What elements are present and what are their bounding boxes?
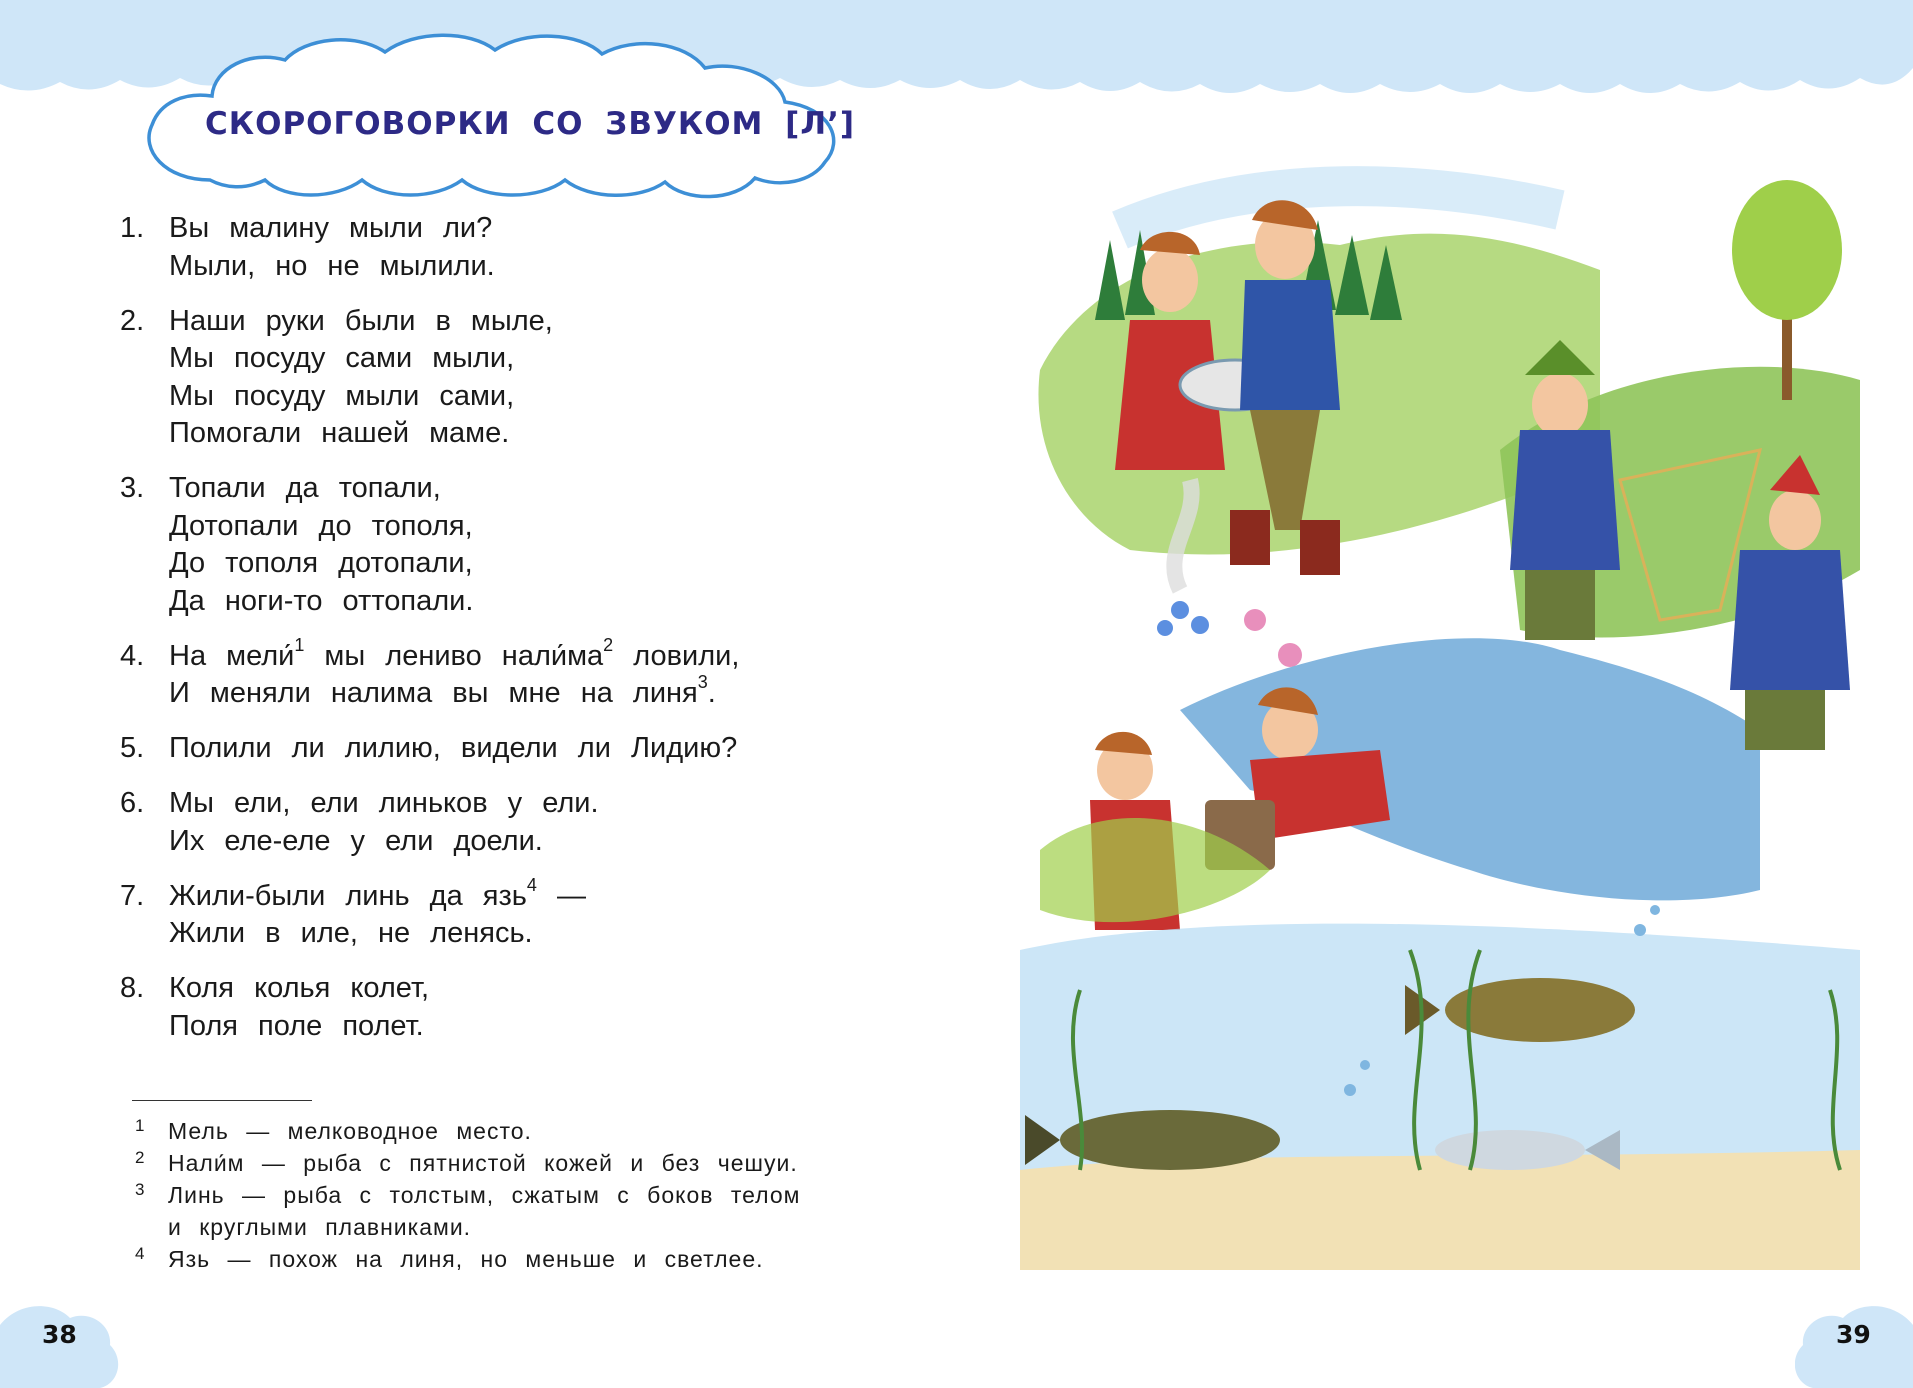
children-fishing-illustration bbox=[1000, 150, 1880, 1300]
footnote-mark: 2 bbox=[135, 1148, 146, 1167]
line: Коля колья колет, bbox=[169, 972, 430, 1004]
list-item bbox=[120, 210, 840, 285]
list-item bbox=[120, 303, 840, 453]
line: Мы посуду мыли сами, bbox=[169, 379, 515, 412]
item-number: 7. bbox=[120, 879, 145, 912]
line: Мыли, но не мылили. bbox=[169, 249, 495, 282]
footnote-divider bbox=[132, 1100, 312, 1101]
line: Вы малину мыли ли? bbox=[169, 212, 493, 244]
line: Помогали нашей маме. bbox=[169, 417, 510, 449]
footnote bbox=[135, 1243, 865, 1275]
footnote-text: Мель — мелководное место. bbox=[168, 1118, 532, 1144]
line: Полили ли лилию, видели ли Лидию? bbox=[169, 732, 738, 764]
footnote-ref[interactable]: 3 bbox=[697, 672, 708, 693]
line: Жили-были линь да язь$^4$ — bbox=[169, 874, 586, 912]
list-item bbox=[120, 470, 840, 620]
item-number: 3. bbox=[120, 472, 145, 504]
page-title: СКОРОГОВОРКИ СО ЗВУКОМ [Л’] bbox=[205, 106, 856, 142]
line: До тополя дотопали, bbox=[169, 547, 473, 579]
item-number: 2. bbox=[120, 304, 145, 337]
list-item bbox=[120, 970, 840, 1045]
line: И меняли налима вы мне на линя$^3$. bbox=[169, 672, 716, 709]
footnote-text: и круглыми плавниками. bbox=[168, 1214, 472, 1240]
line: Их еле-еле у ели доели. bbox=[169, 824, 543, 857]
list-item bbox=[120, 785, 840, 860]
footnote-text: Язь — похож на линя, но меньше и светлее. bbox=[168, 1246, 764, 1272]
page-number-left: 38 bbox=[42, 1320, 77, 1349]
line: Мы посуду сами мыли, bbox=[169, 342, 515, 374]
footnote-ref[interactable]: 4 bbox=[526, 874, 537, 895]
footnote bbox=[135, 1147, 865, 1179]
list-item bbox=[120, 634, 840, 713]
line: Поля поле полет. bbox=[169, 1009, 424, 1042]
footnote-mark: 3 bbox=[135, 1180, 146, 1199]
footnote-text: Линь — рыба с толстым, сжатым с боков телом bbox=[168, 1182, 801, 1208]
list-item bbox=[120, 874, 840, 953]
footnote bbox=[135, 1115, 865, 1147]
footnotes bbox=[135, 1115, 865, 1275]
line: Наши руки были в мыле, bbox=[169, 304, 553, 337]
footnote-mark: 4 bbox=[135, 1244, 146, 1263]
line: Дотопали до тополя, bbox=[169, 509, 473, 542]
item-number: 6. bbox=[120, 787, 145, 819]
footnote-ref[interactable]: 2 bbox=[603, 634, 614, 655]
tongue-twister-list bbox=[120, 210, 840, 1063]
line: На мели́$^1$ мы лениво $нали́ма^2$ ловили, bbox=[169, 634, 740, 672]
footnote bbox=[135, 1179, 865, 1243]
item-number: 1. bbox=[120, 212, 145, 244]
item-number: 4. bbox=[120, 639, 145, 672]
footnote-text: Нали́м — рыба с пятнистой кожей и без чешуи. bbox=[168, 1150, 798, 1176]
footnote-mark: 1 bbox=[135, 1116, 146, 1135]
line: Топали да топали, bbox=[169, 472, 441, 504]
item-number: 5. bbox=[120, 732, 145, 764]
list-item bbox=[120, 730, 840, 768]
line: Мы ели, ели линьков у ели. bbox=[169, 787, 599, 819]
line: Да ноги-то оттопали. bbox=[169, 584, 474, 617]
line: Жили в иле, не ленясь. bbox=[169, 917, 533, 949]
footnote-ref[interactable]: 1 bbox=[294, 634, 305, 655]
page-number-right: 39 bbox=[1836, 1320, 1871, 1349]
item-number: 8. bbox=[120, 972, 145, 1004]
